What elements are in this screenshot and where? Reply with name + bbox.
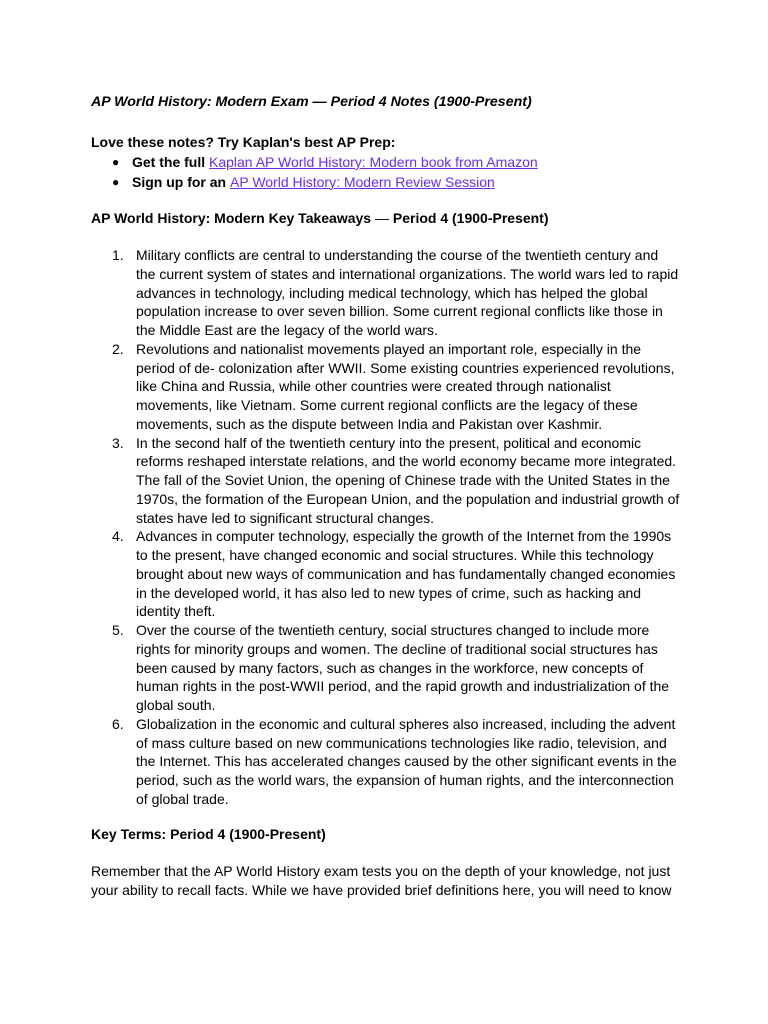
takeaway-number: 1. [112, 247, 124, 263]
document-title: AP World History: Modern Exam — Period 4 Notes (1900-Present) [91, 94, 532, 110]
key-terms-heading: Key Terms: Period 4 (1900-Present) [91, 825, 326, 842]
takeaway-item [91, 621, 680, 715]
takeaway-item [91, 434, 680, 528]
takeaways-list [91, 246, 680, 809]
takeaways-heading-main: AP World History: Modern Key Takeaways [91, 210, 372, 226]
takeaway-text: Military conflicts are central to understanding the course of the twentieth century and the current system of states and international organizations. The world wars led to rapid advances in technology, including medical technology, which has helped the global population increase to over seven billion. Some current regional conflicts like those in the Middle East are the legacy of the world wars. [136, 247, 679, 338]
takeaway-number: 6. [112, 715, 124, 732]
amazon-book-link[interactable]: Kaplan AP World History: Modern book from Amazon [209, 154, 538, 170]
takeaway-text: Over the course of the twentieth century, social structures changed to include more rights for minority groups and women. The decline of traditional social structures has been caused by many factors, such as changes in the workforce, new concepts of human rights in the post-WWII period, and the rapid growth and industrialization of the global south. [136, 622, 670, 713]
takeaway-text: Revolutions and nationalist movements played an important role, especially in the period of de- colonization after WWII. Some existing countries experienced revolutions, like China and Russia, while other countries were created through nationalist movements, like Vietnam. Some current regional conflicts are the legacy of these movements, such as the dispute between India and Pakistan over Kashmir. [136, 340, 675, 432]
bullet-icon: ● [112, 155, 120, 169]
takeaway-number: 4. [112, 528, 124, 545]
promo-list [91, 153, 680, 192]
review-session-link[interactable]: AP World History: Modern Review Session [230, 173, 495, 190]
takeaway-item [91, 340, 680, 434]
promo-item-prefix: Sign up for an [132, 173, 230, 190]
takeaway-text: Advances in computer technology, especially the growth of the Internet from the 1990s to the present, have changed economic and social structures. While this technology brought about new ways of communication and has fundamentally changed economies in the developed world, it has also led to new types of crime, such as hacking and identity theft. [136, 528, 676, 620]
takeaways-heading-period: Period 4 (1900-Present) [392, 210, 549, 226]
promo-item-review [91, 173, 680, 193]
takeaway-text: Globalization in the economic and cultural spheres also increased, including the advent of mass culture based on new communications technologies like radio, television, and the Internet. This has accelerated changes caused by the other significant events in the period, such as the world wars, the expansion of human rights, and the interconnection of global trade. [136, 715, 677, 807]
bullet-icon: ● [112, 174, 120, 189]
takeaways-heading-dash: — [371, 210, 393, 226]
key-terms-intro: Remember that the AP World History exam tests you on the depth of your knowledge, not just your ability to recall facts. While we have provided brief definitions here, you will need to know [91, 862, 672, 898]
takeaway-text: In the second half of the twentieth century into the present, political and economic reforms reshaped interstate relations, and the world economy became more integrated. The fall of the Soviet Union, the opening of Chinese trade with the United States in the 1970s, the formation of the European Union, and the population and industrial growth of states have led to significant structural changes. [136, 434, 680, 526]
takeaway-number: 5. [112, 622, 124, 638]
takeaway-item [91, 527, 680, 621]
takeaway-number: 3. [112, 434, 124, 451]
takeaway-item [91, 246, 680, 340]
takeaway-number: 2. [112, 340, 124, 357]
promo-item-prefix: Get the full [132, 154, 209, 170]
takeaway-item [91, 715, 680, 809]
promo-item-book [91, 153, 680, 173]
promo-heading: Love these notes? Try Kaplan's best AP Prep: [91, 134, 396, 150]
takeaways-heading [91, 210, 680, 227]
